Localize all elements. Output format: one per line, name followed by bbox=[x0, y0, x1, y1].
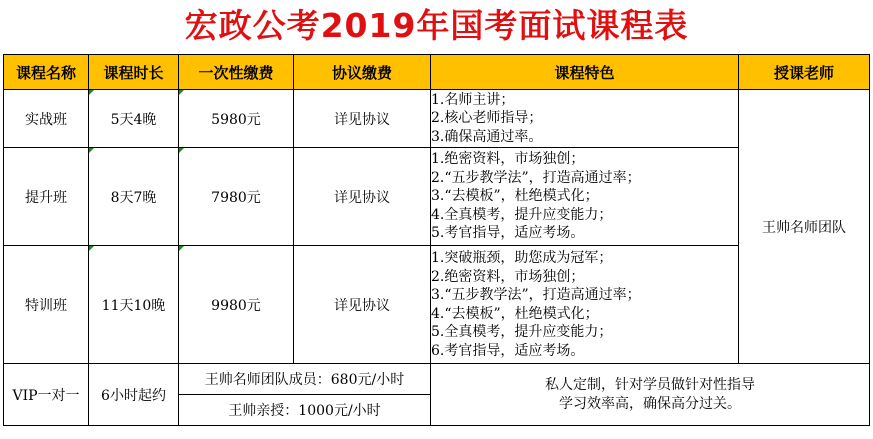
course-name: 特训班 bbox=[4, 246, 89, 364]
vip-note bbox=[431, 364, 870, 426]
course-duration bbox=[89, 246, 179, 364]
vip-note-line: 私人定制，针对学员做针对性指导 bbox=[545, 376, 755, 393]
vip-price-wang: 王帅亲授：1000元/小时 bbox=[179, 395, 431, 426]
vip-duration: 6小时起约 bbox=[89, 364, 179, 426]
header-course-name: 课程名称 bbox=[4, 55, 89, 90]
course-duration-text: 8天7晚 bbox=[110, 189, 157, 206]
feature-item: 3.“去模板”，杜绝模式化； bbox=[431, 188, 599, 205]
course-features bbox=[431, 148, 739, 246]
feature-item: 3.“五步教学法”，打造高通过率； bbox=[431, 287, 641, 303]
course-name: 实战班 bbox=[4, 90, 89, 148]
header-teacher: 授课老师 bbox=[739, 55, 870, 90]
course-duration-text: 5天4晚 bbox=[110, 111, 157, 128]
cell-marker bbox=[89, 90, 94, 95]
course-price-text: 5980元 bbox=[211, 111, 261, 128]
feature-item: 6.考官指导，适应考场。 bbox=[431, 342, 585, 359]
feature-item: 2.“五步教学法”，打造高通过率； bbox=[431, 169, 641, 186]
course-price-text: 7980元 bbox=[211, 189, 261, 206]
feature-item: 2.核心老师指导； bbox=[431, 110, 543, 127]
course-price-text: 9980元 bbox=[211, 297, 261, 314]
feature-item: 5.全真模考，提升应变能力； bbox=[431, 324, 613, 340]
cell-marker bbox=[179, 90, 184, 95]
course-table bbox=[3, 54, 870, 426]
teacher-cell: 王帅名师团队 bbox=[739, 90, 870, 364]
page-title: 宏政公考2019年国考面试课程表 bbox=[184, 6, 689, 45]
cell-marker bbox=[89, 246, 94, 251]
header-row bbox=[4, 55, 870, 90]
header-features: 课程特色 bbox=[431, 55, 739, 90]
table-row-vip-1 bbox=[4, 364, 870, 395]
feature-item: 2.绝密资料，市场独创； bbox=[431, 268, 585, 285]
feature-item: 1.突破瓶颈，助您成为冠军； bbox=[431, 250, 613, 266]
feature-item: 1.名师主讲； bbox=[431, 91, 515, 108]
course-agreement: 详见协议 bbox=[294, 246, 431, 364]
course-features bbox=[431, 246, 739, 364]
course-price bbox=[179, 246, 294, 364]
table-row-shizhan bbox=[4, 90, 870, 148]
feature-item: 3.确保高通过率。 bbox=[431, 128, 543, 145]
course-agreement: 详见协议 bbox=[294, 90, 431, 148]
vip-price-team: 王帅名师团队成员：680元/小时 bbox=[179, 364, 431, 395]
course-features bbox=[431, 90, 739, 148]
feature-item: 4.全真模考，提升应变能力； bbox=[431, 206, 613, 223]
header-agreement-fee: 协议缴费 bbox=[294, 55, 431, 90]
cell-marker bbox=[179, 246, 184, 251]
cell-marker bbox=[89, 148, 94, 153]
feature-item: 4.“去模板”，杜绝模式化； bbox=[431, 305, 599, 322]
course-price bbox=[179, 148, 294, 246]
header-duration: 课程时长 bbox=[89, 55, 179, 90]
header-one-time-fee: 一次性缴费 bbox=[179, 55, 294, 90]
cell-marker bbox=[179, 148, 184, 153]
course-price bbox=[179, 90, 294, 148]
vip-name: VIP一对一 bbox=[4, 364, 89, 426]
course-duration bbox=[89, 148, 179, 246]
course-duration-text: 11天10晚 bbox=[101, 297, 166, 314]
course-agreement: 详见协议 bbox=[294, 148, 431, 246]
course-duration bbox=[89, 90, 179, 148]
feature-item: 5.考官指导，适应考场。 bbox=[431, 225, 585, 242]
vip-note-line: 学习效率高，确保高分过关。 bbox=[559, 395, 741, 412]
feature-item: 1.绝密资料，市场独创； bbox=[431, 151, 585, 168]
course-name: 提升班 bbox=[4, 148, 89, 246]
